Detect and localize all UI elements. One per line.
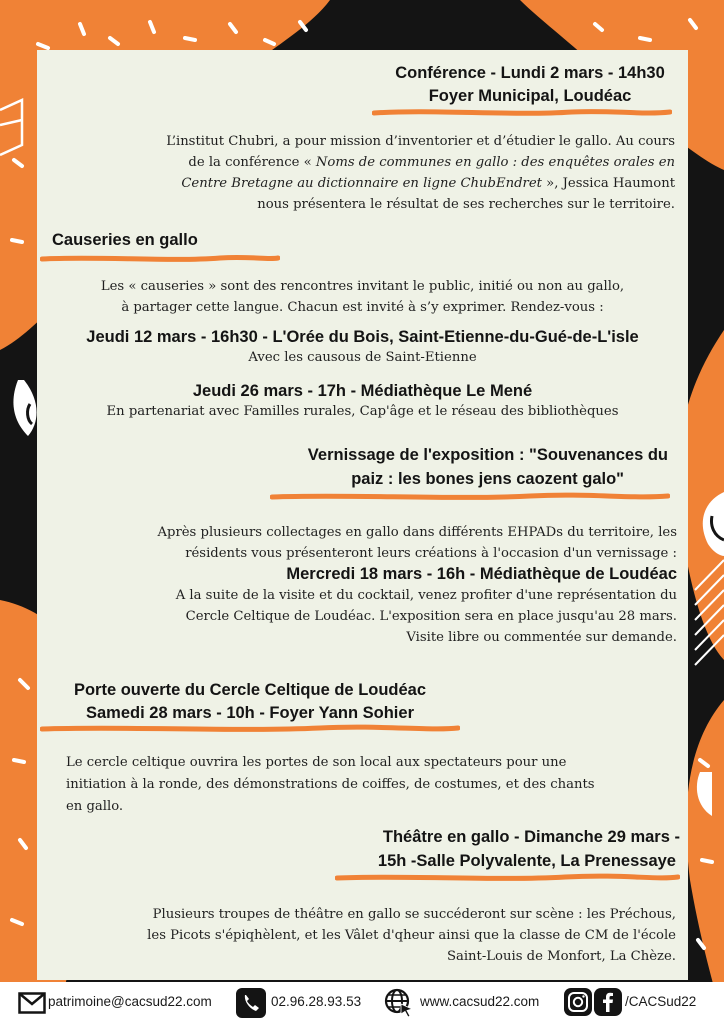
porte-ouverte-title-line2: Samedi 28 mars - 10h - Foyer Yann Sohier — [86, 704, 414, 722]
conference-text-line1: L’institut Chubri, a pour mission d’inventorier et d’étudier le gallo. Au cours — [166, 134, 675, 149]
vernissage-date-line: Mercredi 18 mars - 16h - Médiathèque de Loudéac — [286, 565, 677, 583]
mail-icon — [18, 992, 46, 1014]
vernissage-text-line4: Cercle Celtique de Loudéac. L'exposition sera en place jusqu'au 28 mars. — [185, 609, 677, 624]
conference-text-line4: nous présentera le résultat de ses recherches sur le territoire. — [257, 197, 675, 212]
footer-email[interactable]: patrimoine@cacsud22.com — [48, 994, 212, 1009]
theatre-underline — [335, 871, 680, 885]
causeries-title: Causeries en gallo — [52, 231, 198, 249]
porte-ouverte-text-line3: en gallo. — [66, 799, 124, 814]
conference-text-line3 — [181, 173, 675, 195]
causeries-event1-title: Jeudi 12 mars - 16h30 - L'Orée du Bois, Saint-Etienne-du-Gué-de-L'isle — [86, 328, 639, 346]
conference-line3-title: Centre Bretagne au dictionnaire en ligne ChubEndret — [181, 176, 542, 191]
conference-line2-title: Noms de communes en gallo : des enquêtes orales en — [315, 155, 675, 170]
causeries-event2-title: Jeudi 26 mars - 17h - Médiathèque Le Mené — [192, 382, 533, 400]
conference-line3-suffix: », Jessica Haumont — [541, 176, 675, 191]
conference-line2-prefix: de la conférence « — [188, 155, 316, 170]
theatre-text-line3: Saint-Louis de Monfort, La Chèze. — [446, 949, 676, 964]
footer — [0, 982, 724, 1024]
vernissage-underline — [270, 490, 670, 504]
conference-title-line2: Foyer Municipal, Loudéac — [428, 87, 632, 105]
vernissage-text-line3: A la suite de la visite et du cocktail, venez profiter d'une représentation du — [175, 588, 677, 603]
porte-ouverte-text-line2: initiation à la ronde, des démonstrations de coiffes, de costumes, et des chants — [66, 777, 595, 792]
causeries-intro-line1: Les « causeries » sont des rencontres invitant le public, initié ou non au gallo, — [100, 279, 625, 294]
vernissage-text-line5: Visite libre ou commentée sur demande. — [406, 630, 677, 645]
conference-title-line1: Conférence - Lundi 2 mars - 14h30 — [395, 64, 665, 82]
porte-ouverte-underline — [40, 722, 460, 736]
instagram-icon[interactable] — [564, 988, 592, 1016]
footer-website[interactable]: www.cacsud22.com — [420, 994, 540, 1009]
footer-social[interactable]: /CACSud22 — [625, 994, 697, 1009]
conference-underline — [372, 106, 672, 120]
phone-icon — [236, 988, 266, 1018]
theatre-title-line1: Théâtre en gallo - Dimanche 29 mars - — [382, 828, 680, 846]
porte-ouverte-text-line1: Le cercle celtique ouvrira les portes de son local aux spectateurs pour une — [66, 755, 567, 770]
theatre-text-line2: les Picots s'épiqhèlent, et les Vâlet d'qheur ainsi que la classe de CM de l'école — [147, 928, 676, 943]
conference-text-line2 — [188, 152, 675, 174]
facebook-icon[interactable] — [594, 988, 622, 1016]
globe-cursor-icon — [384, 988, 414, 1018]
theatre-text-line1: Plusieurs troupes de théâtre en gallo se succéderont sur scène : les Préchous, — [152, 907, 676, 922]
porte-ouverte-title-line1: Porte ouverte du Cercle Celtique de Loudéac — [73, 681, 427, 699]
vernissage-text-line2: résidents vous présenteront leurs créations à l'occasion d'un vernissage : — [185, 546, 677, 561]
causeries-event1-desc: Avec les causous de Saint-Etienne — [248, 350, 477, 365]
vernissage-title-line2: paiz : les bones jens caozent galo" — [351, 470, 624, 488]
vernissage-title-line1: Vernissage de l'exposition : "Souvenances du — [307, 446, 668, 464]
vernissage-text-line1: Après plusieurs collectages en gallo dans différents EHPADs du territoire, les — [157, 525, 677, 540]
causeries-intro-line2: à partager cette langue. Chacun est invité à s’y exprimer. Rendez-vous : — [121, 300, 604, 315]
causeries-underline — [40, 252, 280, 266]
footer-phone[interactable]: 02.96.28.93.53 — [271, 994, 362, 1009]
causeries-event2-desc: En partenariat avec Familles rurales, Cap'âge et le réseau des bibliothèques — [106, 404, 619, 419]
theatre-title-line2: 15h -Salle Polyvalente, La Prenessaye — [377, 852, 676, 870]
